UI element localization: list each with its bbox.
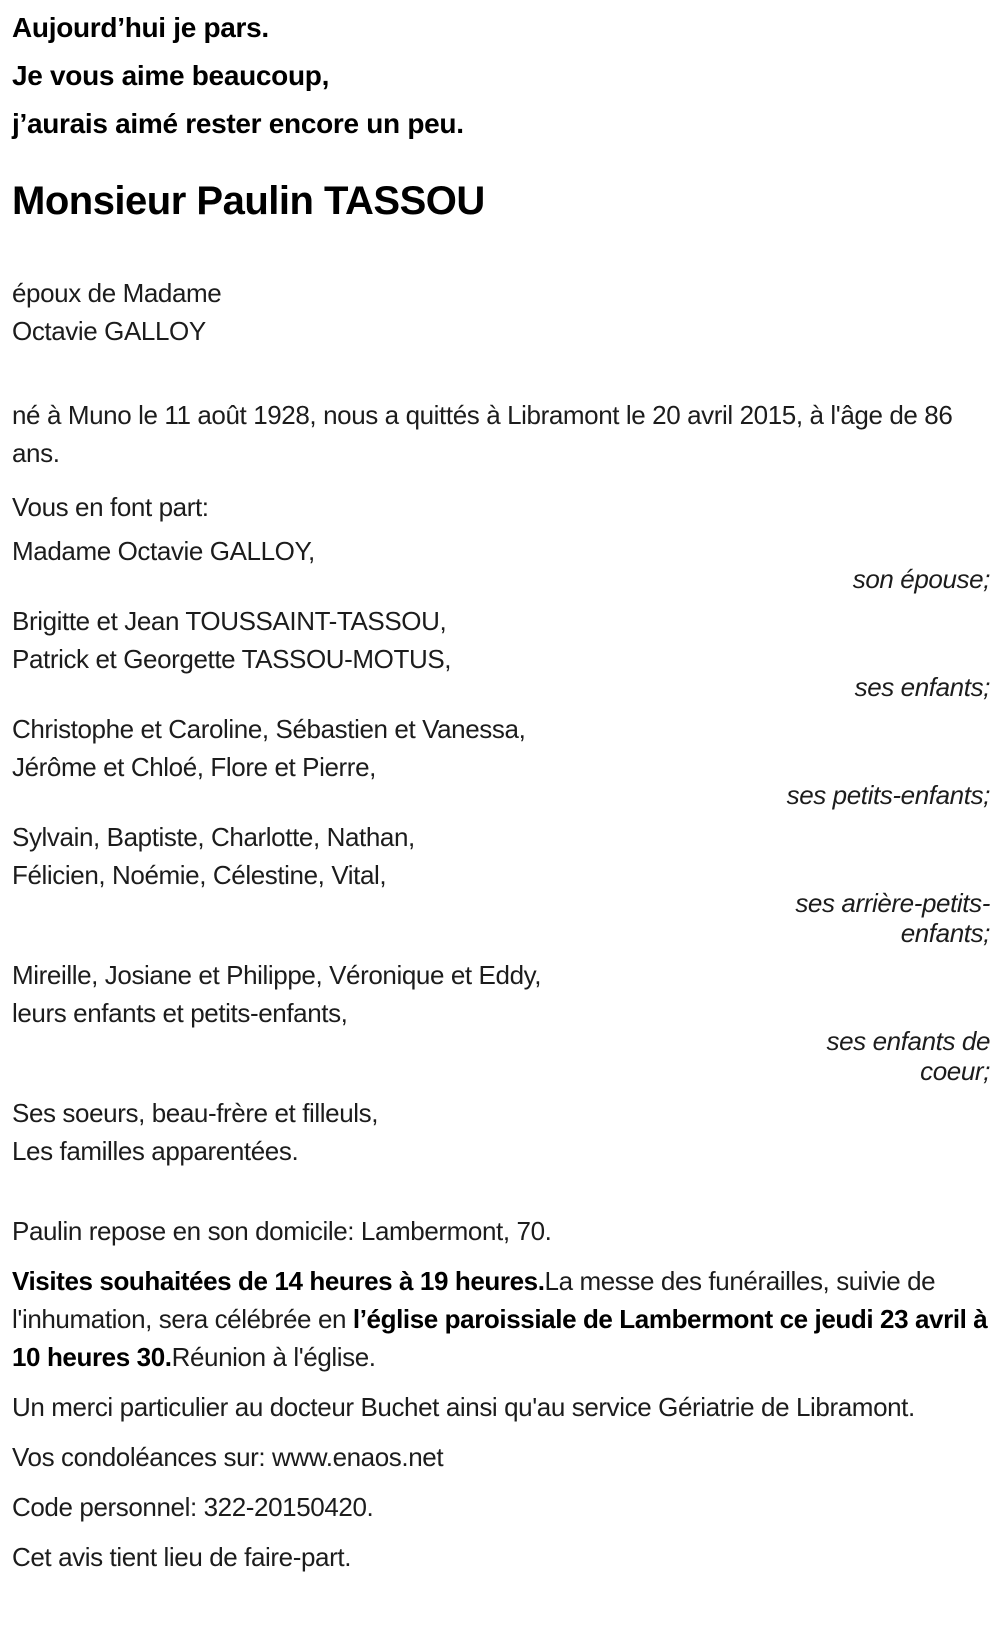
relation-label bbox=[12, 1026, 990, 1086]
family-names-line: leurs enfants et petits-enfants, bbox=[12, 998, 348, 1028]
family-names-line: Mireille, Josiane et Philippe, Véronique et Eddy, bbox=[12, 960, 542, 990]
announcement-intro: Vous en font part: bbox=[12, 492, 209, 522]
funeral-church-date: l’église paroissiale de Lambermont ce jeudi 23 avril à 10 heures 30. bbox=[12, 1304, 988, 1372]
notice-line: Cet avis tient lieu de faire-part. bbox=[12, 1542, 352, 1572]
funeral-mass-text: La messe des funérailles, suivie de l'inhumation, sera célébrée en bbox=[12, 1266, 936, 1334]
relation-text: ses arrière-petits-enfants; bbox=[795, 888, 990, 948]
spouse-intro: époux de Madame bbox=[12, 278, 222, 308]
family-group-spouse bbox=[12, 532, 990, 594]
family-names-line: Madame Octavie GALLOY, bbox=[12, 536, 315, 566]
family-group-great-grandchildren bbox=[12, 818, 990, 948]
relation-text: ses enfants; bbox=[854, 672, 990, 702]
repose-info: Paulin repose en son domicile: Lambermont, 70. bbox=[12, 1216, 552, 1246]
condolences-label: Vos condoléances sur: bbox=[12, 1442, 266, 1472]
family-names-line: Patrick et Georgette TASSOU-MOTUS, bbox=[12, 644, 452, 674]
relation-text: ses enfants de coeur; bbox=[826, 1026, 990, 1086]
epitaph-line-3: j’aurais aimé rester encore un peu. bbox=[12, 108, 464, 139]
condolences-line bbox=[12, 1438, 990, 1476]
thanks-note: Un merci particulier au docteur Buchet ainsi qu'au service Gériatrie de Libramont. bbox=[12, 1392, 915, 1422]
death-notice-page bbox=[12, 4, 990, 1576]
relation-text: ses petits-enfants; bbox=[786, 780, 990, 810]
family-group-children bbox=[12, 602, 990, 702]
family-group-grandchildren bbox=[12, 710, 990, 810]
spouse-block bbox=[12, 274, 990, 350]
funeral-details bbox=[12, 1262, 990, 1376]
epitaph-line-2: Je vous aime beaucoup, bbox=[12, 60, 330, 91]
spouse-name: Octavie GALLOY bbox=[12, 316, 206, 346]
family-names-line: Félicien, Noémie, Célestine, Vital, bbox=[12, 860, 387, 890]
epitaph bbox=[12, 4, 990, 148]
family-names-line: Jérôme et Chloé, Flore et Pierre, bbox=[12, 752, 376, 782]
family-names-line: Christophe et Caroline, Sébastien et Vanessa, bbox=[12, 714, 526, 744]
life-summary: né à Muno le 11 août 1928, nous a quittés à Libramont le 20 avril 2015, à l'âge de 86 ans. bbox=[12, 400, 953, 468]
family-names-line: Brigitte et Jean TOUSSAINT-TASSOU, bbox=[12, 606, 447, 636]
family-names-line: Sylvain, Baptiste, Charlotte, Nathan, bbox=[12, 822, 415, 852]
family-groups bbox=[12, 532, 990, 1170]
website-url: www.enaos.net bbox=[272, 1442, 444, 1472]
funeral-reunion-text: Réunion à l'église. bbox=[171, 1342, 376, 1372]
deceased-name: Monsieur Paulin TASSOU bbox=[12, 179, 485, 223]
epitaph-line-1: Aujourd’hui je pars. bbox=[12, 12, 269, 43]
visiting-hours: Visites souhaitées de 14 heures à 19 heures. bbox=[12, 1266, 545, 1296]
family-names-line: Les familles apparentées. bbox=[12, 1136, 299, 1166]
family-names-line: Ses soeurs, beau-frère et filleuls, bbox=[12, 1098, 379, 1128]
relation-text: son épouse; bbox=[852, 564, 990, 594]
personal-code: Code personnel: 322-20150420. bbox=[12, 1492, 374, 1522]
relation-label bbox=[12, 888, 990, 948]
family-group-children-of-heart bbox=[12, 956, 990, 1086]
family-group-extended bbox=[12, 1094, 990, 1170]
